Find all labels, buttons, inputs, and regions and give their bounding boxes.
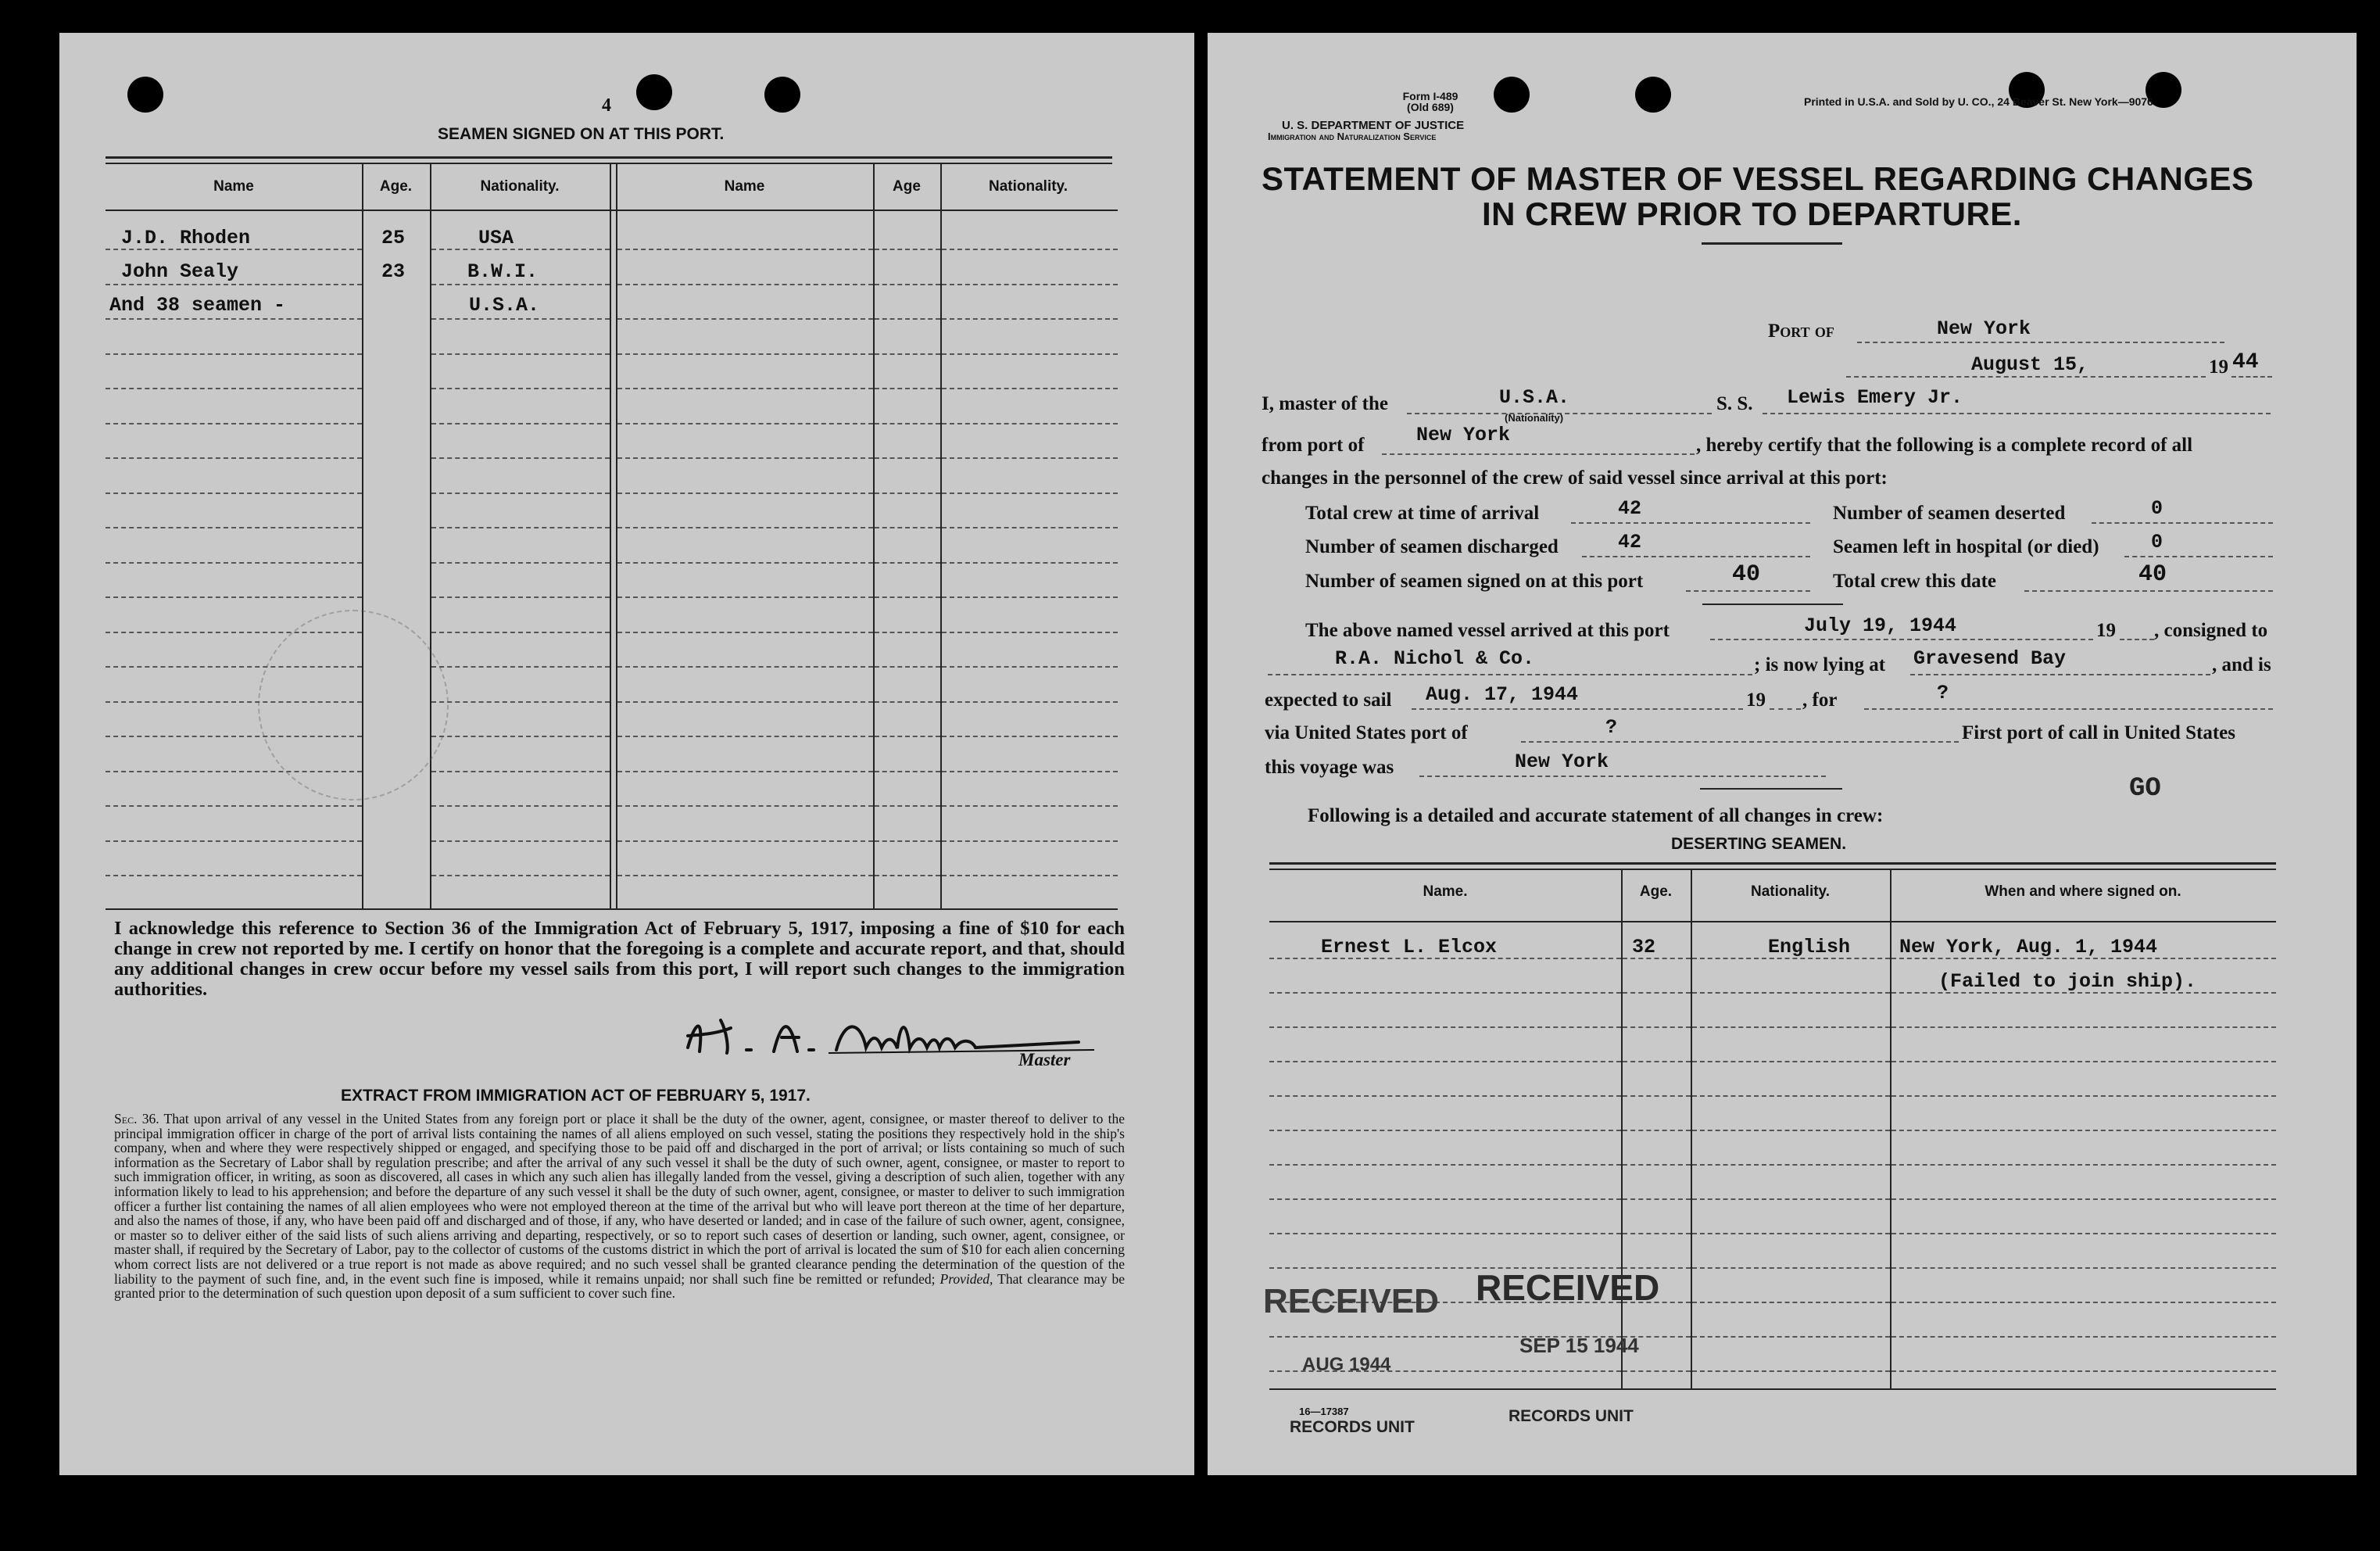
row-rule — [1692, 1130, 1890, 1131]
row-rule — [1269, 1130, 1621, 1131]
total-crew-date-label: Total crew this date — [1833, 571, 1997, 592]
row-rule — [106, 388, 362, 389]
row-rule — [1692, 1198, 1890, 1200]
received-stamp: RECEIVED — [1476, 1267, 1660, 1308]
records-unit-stamp: RECORDS UNIT — [1509, 1407, 1634, 1425]
row-rule — [617, 771, 873, 772]
row-rule — [431, 666, 610, 668]
hospital-value: 0 — [2151, 531, 2163, 553]
table-rule — [106, 908, 1118, 910]
row-rule — [1623, 1026, 1691, 1028]
row-rule — [617, 493, 873, 494]
row-rule — [1891, 1198, 2276, 1200]
arrived-year-prefix: 19 — [2096, 620, 2116, 641]
field-rule — [1846, 376, 2206, 378]
proviso-label: Provided, — [939, 1270, 993, 1287]
row-rule — [942, 457, 1118, 459]
row-rule — [431, 596, 610, 598]
deserter-age: 32 — [1632, 936, 1656, 958]
department: U. S. DEPARTMENT OF JUSTICE — [1282, 119, 1465, 132]
from-port-label: from port of — [1262, 435, 1365, 456]
row-rule — [1623, 1370, 1691, 1372]
row-rule — [1891, 1233, 2276, 1234]
row-rule — [431, 423, 610, 424]
separator-rule — [1700, 788, 1842, 790]
field-rule — [1864, 708, 2273, 710]
field-rule — [2120, 639, 2154, 640]
form-old-number: (Old 689) — [1407, 101, 1454, 113]
acknowledgement-text: I acknowledge this reference to Section 36 of the Immigration Act of February 5, 1917, imposing a fine of $10 for each change in crew not reported by me. I certify on honor that the foregoing is a complete and accurate report, and that, should any additional changes in crew occur before my vessel sails from this port, I will report such changes to the immigration authorities. — [114, 918, 1125, 1000]
row-rule — [1891, 1336, 2276, 1338]
first-port-label: First port of call in United States — [1962, 722, 2235, 743]
row-rule — [617, 388, 873, 389]
column-rule — [873, 163, 875, 909]
and-is-text: , and is — [2212, 654, 2271, 675]
lying-label: ; is now lying at — [1754, 654, 1886, 675]
column-header: Age. — [379, 178, 413, 195]
row-rule — [875, 805, 940, 807]
row-rule — [1692, 1164, 1890, 1166]
row-rule — [875, 493, 940, 494]
total-crew-date-value: 40 — [2138, 561, 2167, 588]
punch-hole — [127, 77, 163, 113]
row-rule — [617, 318, 873, 320]
row-rule — [875, 632, 940, 633]
deserter-signed-on: New York, Aug. 1, 1944 — [1899, 936, 2158, 958]
row-rule — [617, 423, 873, 424]
column-rule — [940, 163, 942, 909]
row-rule — [1891, 1095, 2276, 1097]
form-title-line-2: IN CREW PRIOR TO DEPARTURE. — [1482, 195, 2022, 232]
crew-name: J.D. Rhoden — [121, 227, 251, 249]
deserted-label: Number of seamen deserted — [1833, 503, 2066, 524]
row-rule — [617, 284, 873, 285]
row-rule — [875, 596, 940, 598]
section-body: That upon arrival of any vessel in the United States from any foreign port or place it shall be the duty of the owner, agent, consignee, or master thereof to deliver to the principal immigration officer in charge of the port of arrival lists containing the names of all aliens employed on such vessel, stating the positions they respectively hold in the ship's company, when and where they were respectively shipped or engaged, and specifying those to be paid off and discharged in the port of arrival; or lists containing so much of such information as the Secretary of Labor shall by regulation prescribe; and after the arrival of any such vessel it shall be the duty of such owner, agent, consignee, or master to report to such immigration officer, in writing, as soon as discovered, all cases in which any such alien has illegally landed from the vessel, giving a description of such alien, together with any information likely to lead to his apprehension; and before the departure of any such vessel it shall be the duty of such owner, agent, consignee, or master to deliver to such immigration officer a further list containing the names of all alien employees who were not employed thereon at the time of the arrival but who will leave port thereon at the time of her departure, and also the names of those, if any, who have been paid off and discharged and of those, if any, who have deserted or landed; and in case of the failure of such owner, agent, consignee, or master so to deliver either of the said lists of such aliens arriving and departing, respectively, or so to report such cases of desertion or landing, such owner, agent, consignee, or master shall, if required by the Secretary of Labor, pay to the collector of customs of the customs district in which the port of arrival is located the sum of $10 for each alien concerning whom correct lists are not delivered or a true report is not made as above required; and no such vessel shall be granted clearance pending the determination of the question of the liability to the payment of such fine, and, in the event such fine is imposed, while it remains unpaid; nor shall such fine be remitted or refunded; — [114, 1111, 1125, 1287]
row-rule — [431, 318, 610, 320]
row-rule — [942, 493, 1118, 494]
row-rule — [106, 284, 362, 285]
row-rule — [875, 423, 940, 424]
row-rule — [431, 562, 610, 564]
field-rule — [1412, 708, 1743, 710]
field-rule — [1268, 674, 1752, 675]
form-number: Form I-489 — [1402, 90, 1458, 102]
row-rule — [1891, 1164, 2276, 1166]
row-rule — [1692, 1336, 1890, 1338]
port-label: Port of — [1768, 321, 1834, 342]
printer-line: Printed in U.S.A. and Sold by U. CO., 24 Beaver St. New York—9076 — [1804, 95, 2153, 108]
faint-seal — [258, 610, 449, 801]
row-rule — [431, 875, 610, 876]
table-rule — [106, 163, 1112, 164]
row-rule — [875, 457, 940, 459]
row-rule — [1269, 1198, 1621, 1200]
received-stamp: RECEIVED — [1263, 1282, 1439, 1320]
punch-hole — [1635, 77, 1671, 113]
section-36-text — [114, 1112, 1125, 1301]
table-rule — [106, 156, 1112, 159]
row-rule — [875, 284, 940, 285]
column-header: Age. — [1639, 883, 1673, 900]
row-rule — [617, 562, 873, 564]
row-rule — [942, 353, 1118, 355]
row-rule — [875, 771, 940, 772]
row-rule — [617, 596, 873, 598]
signature-title: Master — [1018, 1050, 1071, 1069]
row-rule — [1269, 1233, 1621, 1234]
column-rule — [1691, 869, 1692, 1389]
for-label: , for — [1802, 690, 1838, 711]
lying-at-value: Gravesend Bay — [1913, 647, 2067, 670]
column-header: Name — [213, 178, 254, 195]
row-rule — [1692, 1061, 1890, 1062]
total-crew-arrival-label: Total crew at time of arrival — [1305, 503, 1540, 524]
row-rule — [431, 701, 610, 703]
deserter-name: Ernest L. Elcox — [1321, 936, 1498, 958]
field-rule — [1419, 776, 1826, 777]
column-header: When and where signed on. — [1985, 883, 2181, 900]
row-rule — [617, 632, 873, 633]
field-rule — [2124, 556, 2273, 557]
form-header — [1337, 91, 1524, 113]
proviso-text: That clearance may be granted prior to the determination of such question upon deposit of a sum sufficient to cover such fine. — [114, 1270, 1125, 1302]
row-rule — [617, 457, 873, 459]
table-rule — [106, 210, 1118, 211]
row-rule — [942, 388, 1118, 389]
row-rule — [1692, 1026, 1890, 1028]
records-unit-stamp: RECORDS UNIT — [1290, 1418, 1415, 1436]
row-rule — [942, 562, 1118, 564]
row-rule — [431, 527, 610, 528]
row-rule — [431, 353, 610, 355]
field-rule — [1686, 590, 1810, 592]
row-rule — [1692, 992, 1890, 994]
row-rule — [431, 457, 610, 459]
punch-hole — [636, 74, 672, 110]
crew-age: 25 — [381, 227, 406, 249]
left-heading: SEAMEN SIGNED ON AT THIS PORT. — [438, 125, 725, 143]
field-rule — [2024, 590, 2273, 592]
port-value: New York — [1937, 317, 2031, 340]
section-label: Sec. 36. — [114, 1111, 159, 1127]
row-rule — [942, 249, 1118, 250]
field-rule — [1382, 453, 1695, 455]
row-rule — [1891, 1061, 2276, 1062]
title-rule — [1702, 242, 1842, 245]
row-rule — [875, 249, 940, 250]
column-rule — [430, 163, 431, 909]
row-rule — [431, 284, 610, 285]
row-rule — [431, 771, 610, 772]
row-rule — [942, 596, 1118, 598]
row-rule — [431, 632, 610, 633]
row-rule — [875, 353, 940, 355]
field-rule — [2231, 376, 2272, 378]
row-rule — [431, 840, 610, 842]
destination-value: ? — [1937, 682, 1949, 704]
row-rule — [106, 423, 362, 424]
row-rule — [942, 805, 1118, 807]
row-rule — [1623, 1164, 1691, 1166]
expected-date: Aug. 17, 1944 — [1426, 683, 1579, 706]
row-rule — [1891, 1302, 2276, 1303]
row-rule — [106, 457, 362, 459]
row-rule — [1269, 992, 1621, 994]
row-rule — [1623, 992, 1691, 994]
row-rule — [1269, 1061, 1621, 1062]
row-rule — [1692, 1233, 1890, 1234]
row-rule — [617, 249, 873, 250]
right-page — [1208, 33, 2357, 1475]
row-rule — [1623, 1198, 1691, 1200]
year-suffix: 44 — [2232, 350, 2259, 374]
expected-label: expected to sail — [1265, 690, 1392, 711]
year-prefix: 19 — [2209, 356, 2228, 378]
hospital-label: Seamen left in hospital (or died) — [1833, 536, 2099, 557]
row-rule — [1269, 1095, 1621, 1097]
row-rule — [617, 666, 873, 668]
row-rule — [106, 527, 362, 528]
row-rule — [1891, 1370, 2276, 1372]
nationality-value: U.S.A. — [1499, 386, 1570, 409]
row-rule — [431, 493, 610, 494]
row-rule — [106, 318, 362, 320]
consignee-value: R.A. Nichol & Co. — [1335, 647, 1535, 670]
row-rule — [1891, 1267, 2276, 1269]
field-rule — [1582, 556, 1810, 557]
column-rule — [1621, 869, 1623, 1389]
form-code: 16—17387 — [1299, 1406, 1349, 1417]
row-rule — [1623, 1130, 1691, 1131]
row-rule — [942, 840, 1118, 842]
received-date-stamp: SEP 15 1944 — [1519, 1334, 1639, 1357]
received-date-stamp: AUG 1944 — [1302, 1354, 1391, 1375]
row-rule — [942, 318, 1118, 320]
table-rule — [1269, 862, 2276, 865]
row-rule — [617, 840, 873, 842]
field-rule — [1763, 413, 2271, 414]
row-rule — [1623, 1233, 1691, 1234]
ss-label: S. S. — [1716, 393, 1753, 414]
consigned-label: , consigned to — [2154, 620, 2268, 641]
margin-note: GO — [2129, 774, 2161, 804]
row-rule — [1269, 1026, 1621, 1028]
row-rule — [431, 249, 610, 250]
changes-text: changes in the personnel of the crew of said vessel since arrival at this port: — [1262, 467, 1888, 489]
column-header: Age — [893, 178, 921, 195]
row-rule — [617, 736, 873, 737]
row-rule — [1692, 1267, 1890, 1269]
row-rule — [942, 771, 1118, 772]
row-rule — [942, 632, 1118, 633]
crew-name: And 38 seamen - — [109, 294, 286, 317]
arrived-label: The above named vessel arrived at this port — [1305, 620, 1670, 641]
signed-on-label: Number of seamen signed on at this port — [1305, 571, 1644, 592]
column-header: Nationality. — [989, 178, 1068, 195]
discharged-value: 42 — [1618, 531, 1642, 553]
row-rule — [431, 805, 610, 807]
deserter-note: (Failed to join ship). — [1938, 970, 2197, 993]
column-rule — [616, 163, 617, 909]
via-label: via United States port of — [1265, 722, 1468, 743]
expected-year-prefix: 19 — [1746, 690, 1766, 711]
discharged-label: Number of seamen discharged — [1305, 536, 1559, 557]
row-rule — [617, 353, 873, 355]
row-rule — [1692, 1095, 1890, 1097]
row-rule — [106, 562, 362, 564]
column-header: Name — [724, 178, 765, 195]
row-rule — [431, 736, 610, 737]
row-rule — [1692, 1370, 1890, 1372]
row-rule — [942, 284, 1118, 285]
nationality-caption: (Nationality) — [1505, 412, 1564, 424]
row-rule — [1623, 1061, 1691, 1062]
total-crew-arrival-value: 42 — [1618, 497, 1642, 520]
certify-text: , hereby certify that the following is a complete record of all — [1696, 435, 2193, 456]
field-rule — [1571, 522, 1810, 524]
vessel-name: Lewis Emery Jr. — [1787, 386, 1963, 409]
row-rule — [875, 875, 940, 876]
row-rule — [942, 875, 1118, 876]
crew-nationality: B.W.I. — [467, 260, 539, 283]
row-rule — [431, 388, 610, 389]
row-rule — [875, 318, 940, 320]
row-rule — [1623, 1095, 1691, 1097]
row-rule — [942, 736, 1118, 737]
column-header: Name. — [1423, 883, 1468, 900]
first-port-value: New York — [1515, 750, 1609, 773]
row-rule — [106, 840, 362, 842]
arrived-date: July 19, 1944 — [1804, 614, 1957, 637]
page-number: 4 — [602, 95, 611, 116]
column-rule — [1890, 869, 1891, 1389]
row-rule — [106, 493, 362, 494]
row-rule — [875, 562, 940, 564]
field-rule — [1770, 708, 1801, 710]
row-rule — [1269, 1164, 1621, 1166]
crew-nationality: USA — [478, 227, 514, 249]
deserted-value: 0 — [2151, 497, 2163, 520]
row-rule — [942, 423, 1118, 424]
service: Immigration and Naturalization Service — [1268, 131, 1437, 142]
date-value: August 15, — [1971, 353, 2089, 376]
form-title-line-1: STATEMENT OF MASTER OF VESSEL REGARDING CHANGES — [1262, 160, 2254, 197]
row-rule — [875, 527, 940, 528]
row-rule — [617, 805, 873, 807]
row-rule — [875, 666, 940, 668]
field-rule — [1521, 741, 1959, 743]
crew-nationality: U.S.A. — [469, 294, 540, 317]
row-rule — [875, 736, 940, 737]
row-rule — [942, 701, 1118, 703]
column-rule — [610, 163, 611, 909]
row-rule — [942, 666, 1118, 668]
row-rule — [875, 840, 940, 842]
row-rule — [106, 805, 362, 807]
row-rule — [617, 875, 873, 876]
following-text: Following is a detailed and accurate statement of all changes in crew: — [1308, 805, 1884, 826]
deserting-heading: DESERTING SEAMEN. — [1671, 835, 1847, 853]
row-rule — [1891, 1026, 2276, 1028]
signed-on-value: 40 — [1732, 561, 1761, 588]
field-rule — [2092, 522, 2273, 524]
row-rule — [617, 701, 873, 703]
column-header: Nationality. — [480, 178, 560, 195]
separator-rule — [1702, 604, 1843, 605]
column-header: Nationality. — [1751, 883, 1830, 900]
crew-name: John Sealy — [121, 260, 239, 283]
row-rule — [1891, 1130, 2276, 1131]
row-rule — [617, 527, 873, 528]
field-rule — [1910, 674, 2210, 675]
table-rule — [1269, 921, 2276, 922]
row-rule — [942, 527, 1118, 528]
table-rule — [1269, 1388, 2276, 1390]
row-rule — [875, 388, 940, 389]
deserter-nationality: English — [1768, 936, 1851, 958]
table-rule — [1269, 869, 2276, 870]
extract-heading: EXTRACT FROM IMMIGRATION ACT OF FEBRUARY 5, 1917. — [341, 1087, 811, 1105]
voyage-label: this voyage was — [1265, 757, 1394, 778]
row-rule — [106, 353, 362, 355]
row-rule — [875, 701, 940, 703]
field-rule — [1710, 639, 2093, 640]
row-rule — [106, 596, 362, 598]
via-port-value: ? — [1605, 716, 1618, 739]
row-rule — [1692, 1302, 1890, 1303]
row-rule — [106, 875, 362, 876]
crew-age: 23 — [381, 260, 406, 283]
from-port-value: New York — [1416, 424, 1511, 446]
master-label: I, master of the — [1262, 393, 1388, 414]
field-rule — [1857, 342, 2224, 343]
punch-hole — [764, 77, 800, 113]
